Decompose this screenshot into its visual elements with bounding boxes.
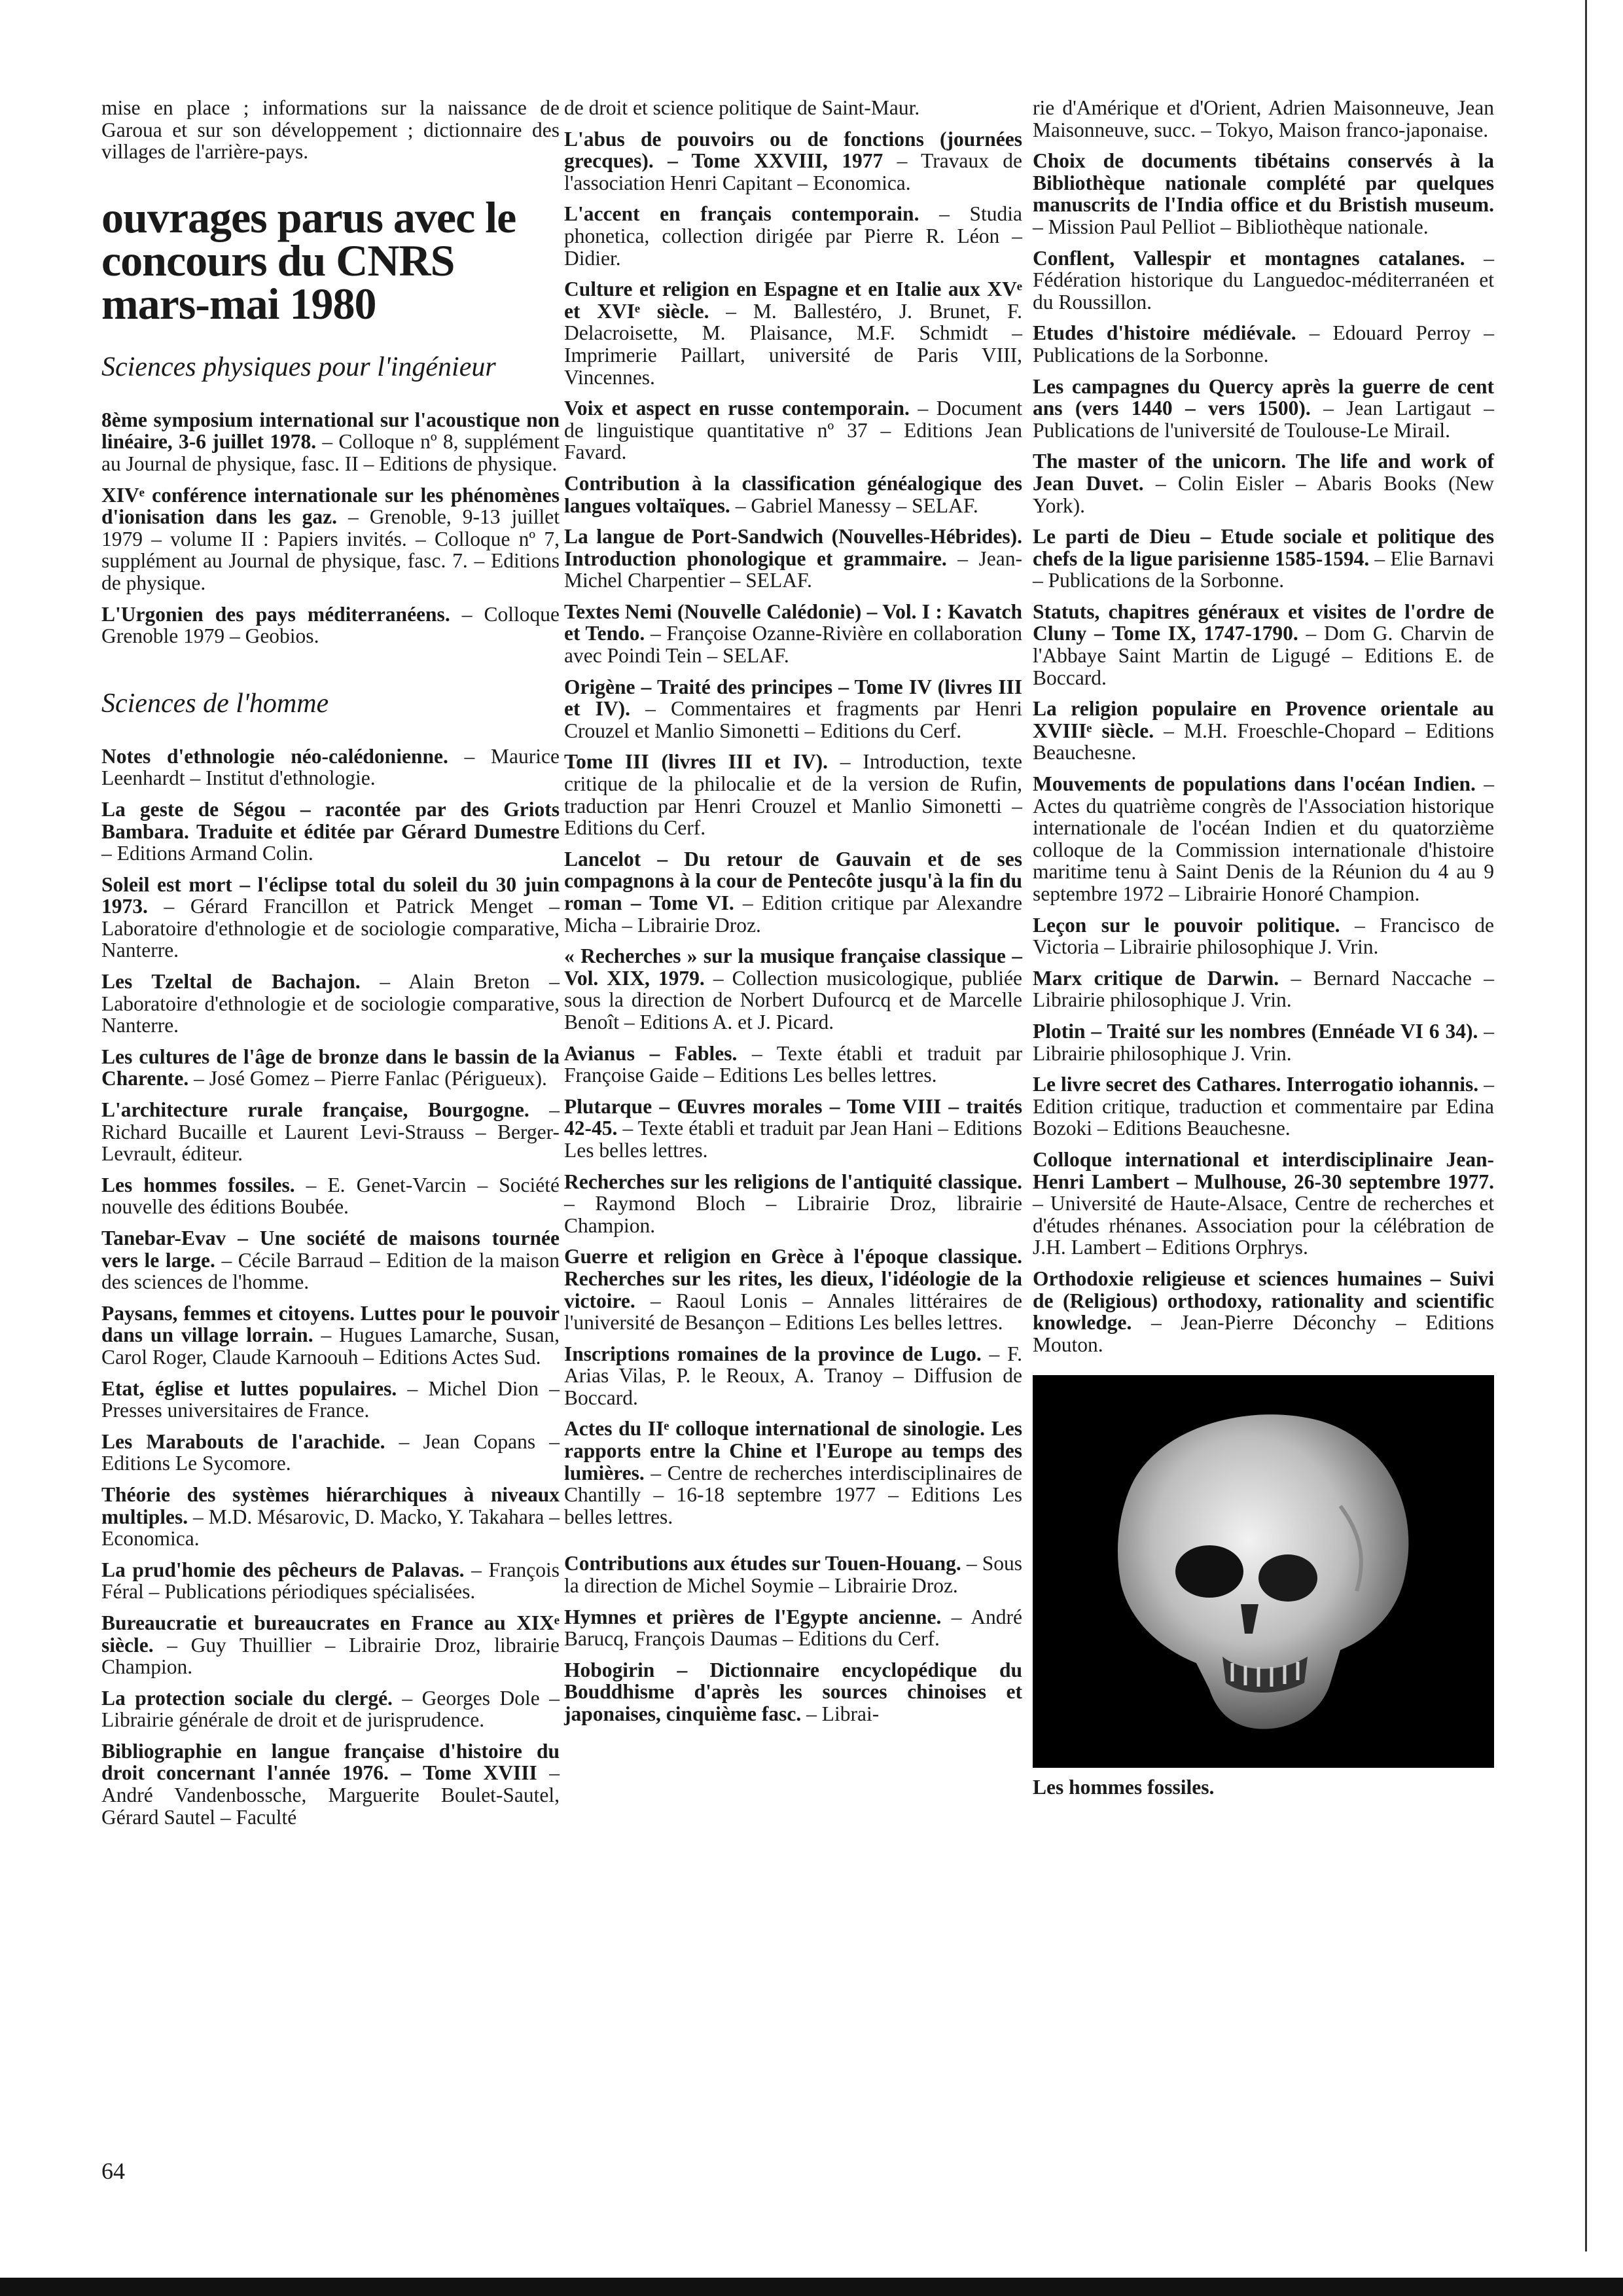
list-item: Orthodoxie religieuse et sciences humaines – Suivi de (Religious) orthodoxy, rationality and scientific knowledge. – Jean-Pierre Déconchy – Editions Mouton. [1033, 1266, 1494, 1356]
list-item: Recherches sur les religions de l'antiquité classique. – Raymond Bloch – Librairie Droz, librairie Champion. [564, 1170, 1022, 1237]
list-item: Voix et aspect en russe contemporain. – Document de linguistique quantitative nº 37 – Editions Jean Favard. [564, 397, 1022, 464]
list-item: XIVᵉ conférence internationale sur les phénomènes d'ionisation dans les gaz. – Grenoble, 9-13 juillet 1979 – volume II : Papiers invités. – Colloque nº 7, supplément au Journal de physique, fasc. 7. – Editions de physique. [101, 483, 560, 594]
list-item: 8ème symposium international sur l'acoustique non linéaire, 3-6 juillet 1978. – Colloque nº 8, supplément au Journal de physique, fasc. II – Editions de physique. [101, 408, 560, 475]
page-headline: ouvrages parus avec le concours du CNRS mars-mai 1980 [101, 192, 516, 329]
section-heading-physiques: Sciences physiques pour l'ingénieur [101, 351, 496, 382]
list-item: La geste de Ségou – racontée par des Griots Bambara. Traduite et éditée par Gérard Dumestre – Editions Armand Colin. [101, 797, 560, 865]
list-item: Hymnes et prières de l'Egypte ancienne. – André Barucq, François Daumas – Editions du Cerf. [564, 1605, 1022, 1651]
list-item: Culture et religion en Espagne et en Italie aux XVᵉ et XVIᵉ siècle. – M. Ballestéro, J. Brunet, F. Delacroisette, M. Plaisance, M.F. Schmidt – Imprimerie Paillart, université de Paris VIII, Vincennes. [564, 278, 1022, 389]
list-item: Marx critique de Darwin. – Bernard Naccache – Librairie philosophique J. Vrin. [1033, 966, 1494, 1012]
list-item: L'abus de pouvoirs ou de fonctions (journées grecques). – Tome XXVIII, 1977 – Travaux de l'association Henri Capitant – Economica. [564, 127, 1023, 194]
list-item: Actes du IIᵉ colloque international de sinologie. Les rapports entre la Chine et l'Europe au temps des lumières. – Centre de recherches interdisciplinaires de Chantilly – 16-18 septembre 1977 – Editions Les belles lettres. [564, 1417, 1022, 1528]
list-item: Statuts, chapitres généraux et visites de l'ordre de Cluny – Tome IX, 1747-1790. – Dom G. Charvin de l'Abbaye Saint Martin de Ligugé – Editions E. de Boccard. [1033, 600, 1495, 689]
list-item: Théorie des systèmes hiérarchiques à niveaux multiples. – M.D. Mésarovic, D. Macko, Y. Takahara – Economica. [101, 1482, 560, 1551]
page-number: 64 [101, 2158, 125, 2184]
list-item: Choix de documents tibétains conservés à la Bibliothèque nationale complété par quelques manuscrits de l'India office et du Bristish museum. – Mission Paul Pelliot – Bibliothèque nationale. [1033, 149, 1494, 238]
list-item: Les campagnes du Quercy après la guerre de cent ans (vers 1440 – vers 1500). – Jean Lartigaut – Publications de l'université de Toulouse-Le Mirail. [1033, 374, 1495, 442]
list-item: L'architecture rurale française, Bourgogne. – Richard Bucaille et Laurent Levi-Strauss – Berger-Levrault, éditeur. [101, 1098, 560, 1166]
list-item: Lancelot – Du retour de Gauvain et de ses compagnons à la cour de Pentecôte jusqu'à la fin du roman – Tome VI. – Edition critique par Alexandre Micha – Librairie Droz. [564, 847, 1022, 937]
list-item: Les Marabouts de l'arachide. – Jean Copans – Editions Le Sycomore. [101, 1429, 560, 1475]
photo-caption: Les hommes fossiles. [1033, 1776, 1215, 1799]
list-item: Origène – Traité des principes – Tome IV (livres III et IV). – Commentaires et fragments par Henri Crouzel et Manlio Simonetti – Editions du Cerf. [564, 675, 1022, 742]
list-item: Etudes d'histoire médiévale. – Edouard Perroy – Publications de la Sorbonne. [1033, 321, 1494, 367]
list-item: Les hommes fossiles. – E. Genet-Varcin – Société nouvelle des éditions Boubée. [101, 1173, 560, 1219]
list-item: Tome III (livres III et IV). – Introduction, texte critique de la philocalie et de la version de Rufin, traduction par Henri Crouzel et Manlio Simonetti – Editions du Cerf. [564, 750, 1022, 840]
list-item: La prud'homie des pêcheurs de Palavas. – François Féral – Publications périodiques spécialisées. [101, 1558, 560, 1604]
list-item: Leçon sur le pouvoir politique. – Francisco de Victoria – Librairie philosophique J. Vrin. [1033, 913, 1494, 959]
list-item: « Recherches » sur la musique française classique – Vol. XIX, 1979. – Collection musicologique, publiée sous la direction de Norbert Dufourcq et de Marcelle Benoît – Editions A. et J. Picard. [564, 944, 1022, 1033]
list-item: Conflent, Vallespir et montagnes catalanes. – Fédération historique du Languedoc-méditerranéen et du Roussillon. [1033, 246, 1494, 314]
column-2 [564, 97, 1022, 1734]
bottom-rule [0, 2278, 1623, 2296]
list-item: Tanebar-Evav – Une société de maisons tournée vers le large. – Cécile Barraud – Edition de la maison des sciences de l'homme. [101, 1227, 560, 1294]
list-item: L'accent en français contemporain. – Studia phonetica, collection dirigée par Pierre R. Léon – Didier. [564, 202, 1022, 270]
list-item: Mouvements de populations dans l'océan Indien. – Actes du quatrième congrès de l'Association historique internationale de l'océan Indien et du quatorzième colloque de la Commission internationale d'histoire maritime tenu à Saint Denis de la Réunion du 4 au 9 septembre 1972 – Librairie Honoré Champion. [1033, 772, 1495, 905]
list-item: La protection sociale du clergé. – Georges Dole – Librairie générale de droit et de jurisprudence. [101, 1686, 560, 1732]
list-item: Le livre secret des Cathares. Interrogatio iohannis. – Edition critique, traduction et commentaire par Edina Bozoki – Editions Beauchesne. [1033, 1073, 1494, 1140]
list-item: Hobogirin – Dictionnaire encyclopédique du Bouddhisme d'après les sources chinoises et japonaises, cinquième fasc. – Librai- [564, 1658, 1022, 1725]
continued-text: rie d'Amérique et d'Orient, Adrien Maisonneuve, Jean Maisonneuve, succ. – Tokyo, Maison franco-japonaise. [1033, 96, 1494, 141]
list-item: Textes Nemi (Nouvelle Calédonie) – Vol. I : Kavatch et Tendo. – Françoise Ozanne-Rivière en collaboration avec Poindi Tein – SELAF. [564, 600, 1023, 668]
intro-text: mise en place ; informations sur la naissance de Garoua et sur son développement ; dictionnaire des villages de l'arrière-pays. [101, 96, 560, 164]
list-item: La religion populaire en Provence orientale au XVIIIᵉ siècle. – M.H. Froeschle-Chopard – Editions Beauchesne. [1033, 697, 1494, 764]
list-item: La langue de Port-Sandwich (Nouvelles-Hébrides). Introduction phonologique et grammaire. – Jean-Michel Charpentier – SELAF. [564, 525, 1022, 592]
list-item: L'Urgonien des pays méditerranéens. – Colloque Grenoble 1979 – Geobios. [101, 602, 560, 648]
list-item: Guerre et religion en Grèce à l'époque classique. Recherches sur les rites, les dieux, l'idéologie de la victoire. – Raoul Lonis – Annales littéraires de l'université de Besançon – Editions Les belles lettres. [564, 1245, 1022, 1335]
continued-text: de droit et science politique de Saint-Maur. [564, 96, 920, 119]
skull-photo [1033, 1375, 1494, 1768]
list-item: Bibliographie en langue française d'histoire du droit concernant l'année 1976. – Tome XVIII – André Vandenbossche, Marguerite Boulet-Sautel, Gérard Sautel – Faculté [101, 1739, 560, 1829]
list-item: Inscriptions romaines de la province de Lugo. – F. Arias Vilas, P. le Reoux, A. Tranoy – Diffusion de Boccard. [564, 1342, 1022, 1409]
list-item: Soleil est mort – l'éclipse total du soleil du 30 juin 1973. – Gérard Francillon et Patrick Menget – Laboratoire d'ethnologie et de sociologie comparative, Nanterre. [101, 872, 560, 962]
list-item: Bureaucratie et bureaucrates en France au XIXᵉ siècle. – Guy Thuillier – Librairie Droz, librairie Champion. [101, 1611, 560, 1679]
list-item: Paysans, femmes et citoyens. Luttes pour le pouvoir dans un village lorrain. – Hugues Lamarche, Susan, Carol Roger, Claude Karnoouh – Editions Actes Sud. [101, 1301, 560, 1369]
list-item: Contribution à la classification généalogique des langues voltaïques. – Gabriel Manessy – SELAF. [564, 471, 1022, 517]
edge-rule [1585, 0, 1587, 2251]
list-item: Plutarque – Œuvres morales – Tome VIII – traités 42-45. – Texte établi et traduit par Jean Hani – Editions Les belles lettres. [564, 1094, 1022, 1162]
list-item: Le parti de Dieu – Etude sociale et politique des chefs de la ligue parisienne 1585-1594. – Elie Barnavi – Publications de la Sorbonne. [1033, 525, 1494, 592]
column-3 [1033, 97, 1494, 1799]
list-item: Etat, église et luttes populaires. – Michel Dion – Presses universitaires de France. [101, 1376, 560, 1422]
list-item: The master of the unicorn. The life and work of Jean Duvet. – Colin Eisler – Abaris Books (New York). [1033, 450, 1494, 517]
list-item: Plotin – Traité sur les nombres (Ennéade VI 6 34). – Librairie philosophique J. Vrin. [1033, 1019, 1495, 1065]
skull-illustration [1033, 1375, 1494, 1768]
list-item: Les Tzeltal de Bachajon. – Alain Breton – Laboratoire d'ethnologie et de sociologie comparative, Nanterre. [101, 970, 560, 1037]
list-item: Notes d'ethnologie néo-calédonienne. – Maurice Leenhardt – Institut d'ethnologie. [101, 744, 560, 790]
list-item: Colloque international et interdisciplinaire Jean-Henri Lambert – Mulhouse, 26-30 septembre 1977. – Université de Haute-Alsace, Centre de recherches et d'études rhénanes. Association pour la célébration de J.H. Lambert – Editions Orphrys. [1033, 1147, 1494, 1259]
section-heading-homme: Sciences de l'homme [101, 688, 329, 719]
list-item: Les cultures de l'âge de bronze dans le bassin de la Charente. – José Gomez – Pierre Fanlac (Périgueux). [101, 1045, 560, 1090]
column-1 [101, 97, 560, 1837]
list-item: Avianus – Fables. – Texte établi et traduit par Françoise Gaide – Editions Les belles lettres. [564, 1041, 1022, 1087]
list-item: Contributions aux études sur Touen-Houang. – Sous la direction de Michel Soymie – Librairie Droz. [564, 1552, 1023, 1598]
